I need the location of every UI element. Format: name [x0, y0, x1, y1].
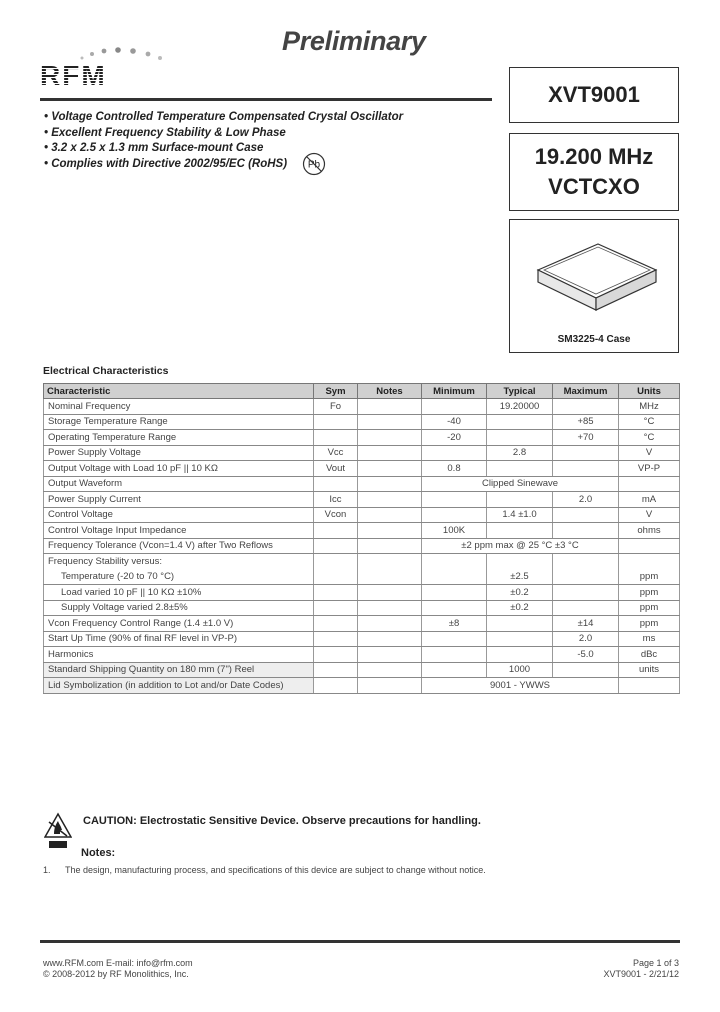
electrical-table	[43, 383, 680, 694]
cell-characteristic: Storage Temperature Range	[44, 414, 314, 430]
cell-max	[553, 399, 619, 415]
cell-sym	[314, 569, 358, 585]
cell-units: dBc	[619, 647, 680, 663]
cell-span-value: 9001 - YWWS	[422, 678, 619, 694]
cell-typ: 2.8	[487, 445, 553, 461]
cell-characteristic: Harmonics	[44, 647, 314, 663]
cell-units: ppm	[619, 600, 680, 616]
cell-units: VP-P	[619, 461, 680, 477]
feature-item: • Excellent Frequency Stability & Low Phase	[44, 126, 286, 139]
cell-span-value: Clipped Sinewave	[422, 476, 619, 492]
cell-units: MHz	[619, 399, 680, 415]
cell-typ	[487, 616, 553, 632]
cell-min: 0.8	[422, 461, 487, 477]
cell-characteristic: Vcon Frequency Control Range (1.4 ±1.0 V)	[44, 616, 314, 632]
cell-max: 2.0	[553, 631, 619, 647]
cell-characteristic: Control Voltage Input Impedance	[44, 523, 314, 539]
feature-list	[44, 110, 504, 172]
cell-sym	[314, 631, 358, 647]
part-number: XVT9001	[548, 82, 640, 107]
cell-sym	[314, 414, 358, 430]
table-row	[44, 585, 680, 601]
case-package-icon	[534, 242, 658, 312]
cell-notes	[358, 631, 422, 647]
table-row	[44, 414, 680, 430]
cell-typ	[487, 492, 553, 508]
cell-typ	[487, 523, 553, 539]
cell-sym: Vcon	[314, 507, 358, 523]
case-label: SM3225-4 Case	[557, 334, 631, 345]
cell-units: °C	[619, 414, 680, 430]
cell-notes	[358, 662, 422, 678]
footer-doc-revision: XVT9001 - 2/21/12	[603, 969, 679, 979]
cell-max: 2.0	[553, 492, 619, 508]
cell-notes	[358, 414, 422, 430]
cell-notes	[358, 678, 422, 694]
cell-notes	[358, 647, 422, 663]
cell-notes	[358, 445, 422, 461]
cell-notes	[358, 538, 422, 554]
cell-typ: 19.20000	[487, 399, 553, 415]
cell-notes	[358, 476, 422, 492]
cell-typ	[487, 647, 553, 663]
product-type: VCTCXO	[548, 174, 640, 199]
cell-units: °C	[619, 430, 680, 446]
cell-min	[422, 647, 487, 663]
cell-typ: 1000	[487, 662, 553, 678]
cell-min	[422, 445, 487, 461]
cell-characteristic: Power Supply Current	[44, 492, 314, 508]
cell-min	[422, 631, 487, 647]
cell-sym: Fo	[314, 399, 358, 415]
col-typical: Typical	[487, 384, 553, 399]
cell-characteristic: Load varied 10 pF || 10 KΩ ±10%	[44, 585, 314, 601]
cell-units: V	[619, 507, 680, 523]
cell-sym	[314, 600, 358, 616]
cell-sym	[314, 678, 358, 694]
footer-rule	[40, 940, 680, 943]
cell-min	[422, 600, 487, 616]
rfm-logo	[40, 44, 160, 94]
cell-characteristic: Output Waveform	[44, 476, 314, 492]
table-row	[44, 492, 680, 508]
cell-typ: ±2.5	[487, 569, 553, 585]
cell-units: ppm	[619, 616, 680, 632]
table-row	[44, 430, 680, 446]
table-row	[44, 476, 680, 492]
cell-notes	[358, 507, 422, 523]
cell-max	[553, 445, 619, 461]
cell-sym	[314, 662, 358, 678]
cell-units: ms	[619, 631, 680, 647]
table-row	[44, 569, 680, 585]
cell-max	[553, 662, 619, 678]
cell-min	[422, 554, 487, 570]
cell-span-value: ±2 ppm max @ 25 °C ±3 °C	[422, 538, 619, 554]
cell-min	[422, 492, 487, 508]
cell-units: units	[619, 662, 680, 678]
cell-max	[553, 585, 619, 601]
cell-min	[422, 569, 487, 585]
cell-characteristic: Frequency Stability versus:	[44, 554, 314, 570]
caution-text: CAUTION: Electrostatic Sensitive Device. Observe precautions for handling.	[83, 815, 481, 827]
cell-min	[422, 399, 487, 415]
cell-notes	[358, 461, 422, 477]
cell-sym	[314, 647, 358, 663]
table-row	[44, 631, 680, 647]
cell-min: ±8	[422, 616, 487, 632]
col-notes: Notes	[358, 384, 422, 399]
cell-notes	[358, 600, 422, 616]
cell-typ: ±0.2	[487, 585, 553, 601]
cell-units: ohms	[619, 523, 680, 539]
col-minimum: Minimum	[422, 384, 487, 399]
cell-sym: Icc	[314, 492, 358, 508]
cell-units	[619, 476, 680, 492]
cell-sym	[314, 523, 358, 539]
cell-min	[422, 585, 487, 601]
preliminary-title: Preliminary	[282, 26, 426, 56]
cell-min	[422, 507, 487, 523]
cell-sym	[314, 430, 358, 446]
cell-notes	[358, 523, 422, 539]
table-row	[44, 399, 680, 415]
cell-sym: Vcc	[314, 445, 358, 461]
cell-units	[619, 678, 680, 694]
cell-notes	[358, 554, 422, 570]
table-row	[44, 600, 680, 616]
cell-units: ppm	[619, 569, 680, 585]
logo-text: RFM	[40, 60, 107, 91]
table-row	[44, 647, 680, 663]
cell-max: ±14	[553, 616, 619, 632]
footer-website: www.RFM.com E-mail: info@rfm.com	[43, 958, 193, 968]
cell-notes	[358, 399, 422, 415]
note-number: 1.	[43, 865, 51, 875]
cell-characteristic: Frequency Tolerance (Vcon=1.4 V) after Two Reflows	[44, 538, 314, 554]
cell-characteristic: Output Voltage with Load 10 pF || 10 KΩ	[44, 461, 314, 477]
cell-max: +85	[553, 414, 619, 430]
cell-min: -20	[422, 430, 487, 446]
cell-characteristic: Power Supply Voltage	[44, 445, 314, 461]
frequency: 19.200 MHz	[534, 144, 654, 169]
cell-units: ppm	[619, 585, 680, 601]
rohs-mark: Pb	[307, 159, 321, 171]
table-row	[44, 461, 680, 477]
cell-max	[553, 507, 619, 523]
cell-typ: 1.4 ±1.0	[487, 507, 553, 523]
cell-characteristic: Operating Temperature Range	[44, 430, 314, 446]
table-row	[44, 523, 680, 539]
feature-item: • 3.2 x 2.5 x 1.3 mm Surface-mount Case	[44, 142, 264, 154]
cell-sym	[314, 554, 358, 570]
feature-item: • Voltage Controlled Temperature Compensated Crystal Oscillator	[44, 111, 404, 123]
col-characteristic: Characteristic	[44, 384, 314, 399]
note-text: The design, manufacturing process, and specifications of this device are subject to change without notice.	[65, 865, 486, 875]
cell-min: -40	[422, 414, 487, 430]
header-rule	[40, 98, 492, 101]
table-row	[44, 616, 680, 632]
cell-max	[553, 569, 619, 585]
footer-copyright: © 2008-2012 by RF Monolithics, Inc.	[43, 969, 189, 979]
cell-sym	[314, 476, 358, 492]
case-box	[509, 219, 679, 353]
electrical-title: Electrical Characteristics	[43, 365, 169, 377]
cell-max	[553, 600, 619, 616]
col-sym: Sym	[314, 384, 358, 399]
cell-sym	[314, 616, 358, 632]
cell-units: mA	[619, 492, 680, 508]
table-header-row	[44, 384, 680, 399]
cell-min	[422, 662, 487, 678]
cell-notes	[358, 492, 422, 508]
cell-notes	[358, 616, 422, 632]
part-number-box	[509, 67, 679, 123]
table-row	[44, 678, 680, 694]
cell-units	[619, 538, 680, 554]
cell-max: +70	[553, 430, 619, 446]
feature-item: • Complies with Directive 2002/95/EC (RoHS)	[44, 157, 288, 170]
cell-sym	[314, 585, 358, 601]
cell-typ: ±0.2	[487, 600, 553, 616]
footer-page-number: Page 1 of 3	[632, 958, 679, 968]
cell-sym	[314, 538, 358, 554]
table-row	[44, 538, 680, 554]
cell-notes	[358, 569, 422, 585]
col-units: Units	[619, 384, 680, 399]
cell-max	[553, 554, 619, 570]
cell-typ	[487, 414, 553, 430]
table-row	[44, 507, 680, 523]
cell-units	[619, 554, 680, 570]
cell-notes	[358, 430, 422, 446]
cell-characteristic: Temperature (-20 to 70 °C)	[44, 569, 314, 585]
rohs-lead-free-icon	[302, 152, 326, 176]
cell-characteristic: Standard Shipping Quantity on 180 mm (7") Reel	[44, 662, 314, 678]
cell-max	[553, 461, 619, 477]
notes-title: Notes:	[81, 847, 116, 859]
cell-max	[553, 523, 619, 539]
cell-characteristic: Control Voltage	[44, 507, 314, 523]
cell-max: -5.0	[553, 647, 619, 663]
table-row	[44, 662, 680, 678]
cell-notes	[358, 585, 422, 601]
table-row	[44, 554, 680, 570]
cell-characteristic: Lid Symbolization (in addition to Lot and/or Date Codes)	[44, 678, 314, 694]
frequency-box	[509, 133, 679, 211]
table-row	[44, 445, 680, 461]
esd-warning-icon	[44, 812, 72, 850]
cell-units: V	[619, 445, 680, 461]
cell-characteristic: Supply Voltage varied 2.8±5%	[44, 600, 314, 616]
cell-sym: Vout	[314, 461, 358, 477]
cell-characteristic: Nominal Frequency	[44, 399, 314, 415]
cell-typ	[487, 554, 553, 570]
cell-typ	[487, 461, 553, 477]
cell-typ	[487, 430, 553, 446]
cell-typ	[487, 631, 553, 647]
cell-characteristic: Start Up Time (90% of final RF level in VP-P)	[44, 631, 314, 647]
cell-min: 100K	[422, 523, 487, 539]
col-maximum: Maximum	[553, 384, 619, 399]
